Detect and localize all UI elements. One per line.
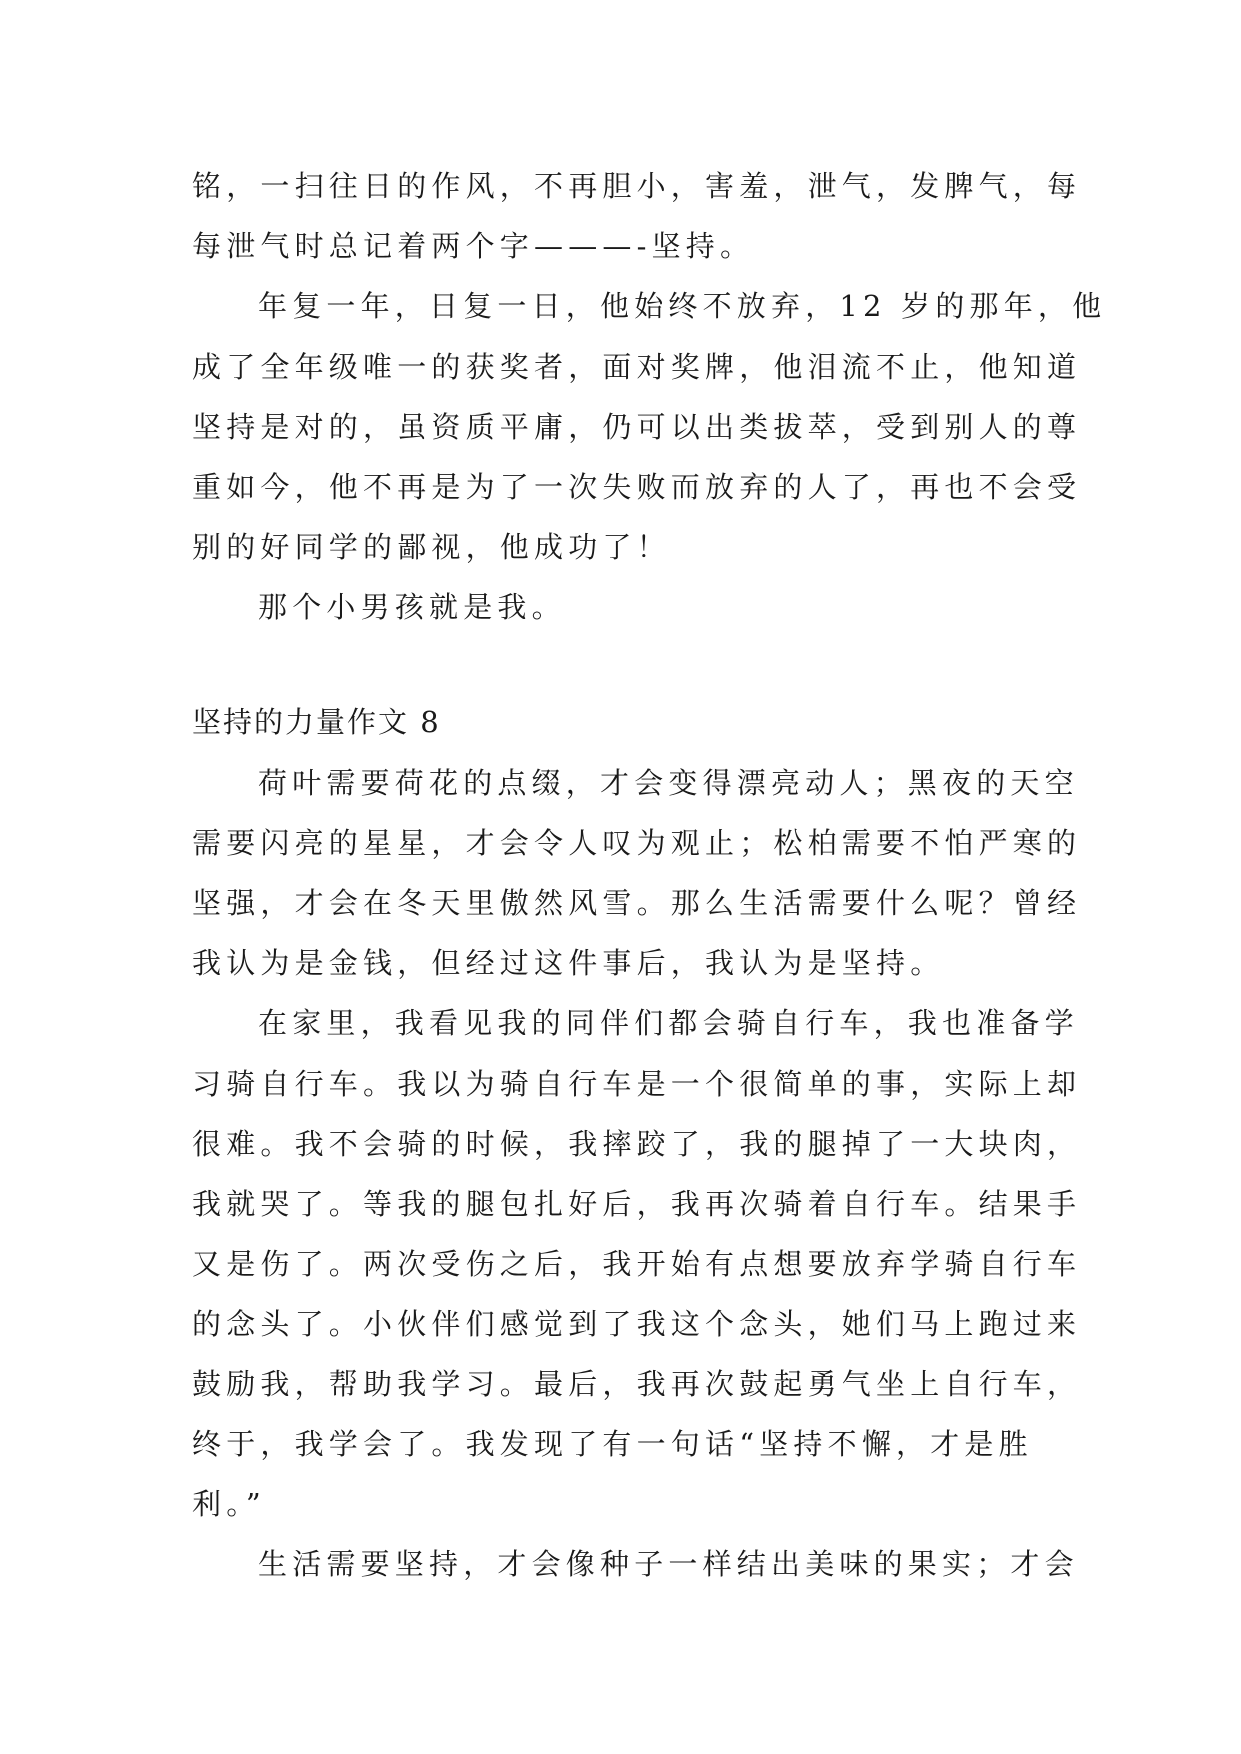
text-line: 别的好同学的鄙视，他成功了！ (192, 530, 671, 564)
text-line: 我认为是金钱，但经过这件事后，我认为是坚持。 (192, 946, 945, 980)
paragraph-first-line: 年复一年，日复一日，他始终不放弃，12 岁的那年，他 (258, 289, 1107, 323)
text-line: 终于，我学会了。我发现了有一句话“坚持不懈，才是胜 (192, 1427, 1033, 1461)
text-line: 坚强，才会在冬天里傲然风雪。那么生活需要什么呢？曾经 (192, 886, 1082, 920)
text-line: 的念头了。小伙伴们感觉到了我这个念头，她们马上跑过来 (192, 1307, 1082, 1341)
paragraph-first-line: 那个小男孩就是我。 (258, 590, 566, 624)
text-line: 需要闪亮的星星，才会令人叹为观止；松柏需要不怕严寒的 (192, 826, 1082, 860)
section-title: 坚持的力量作文 8 (192, 705, 441, 739)
paragraph-first-line: 生活需要坚持，才会像种子一样结出美味的果实；才会 (258, 1547, 1079, 1581)
paragraph-first-line: 在家里，我看见我的同伴们都会骑自行车，我也准备学 (258, 1006, 1079, 1040)
text-line: 利。” (192, 1487, 266, 1521)
text-line: 又是伤了。两次受伤之后，我开始有点想要放弃学骑自行车 (192, 1247, 1082, 1281)
text-line: 成了全年级唯一的获奖者，面对奖牌，他泪流不止，他知道 (192, 350, 1082, 384)
text-line: 很难。我不会骑的时候，我摔跤了，我的腿掉了一大块肉， (192, 1127, 1082, 1161)
text-line: 重如今，他不再是为了一次失败而放弃的人了，再也不会受 (192, 470, 1082, 504)
text-line: 坚持是对的，虽资质平庸，仍可以出类拔萃，受到别人的尊 (192, 410, 1082, 444)
text-line: 习骑自行车。我以为骑自行车是一个很简单的事，实际上却 (192, 1067, 1082, 1101)
paragraph-first-line: 荷叶需要荷花的点缀，才会变得漂亮动人；黑夜的天空 (258, 766, 1079, 800)
text-line: 每泄气时总记着两个字———-坚持。 (192, 229, 755, 263)
text-line: 铭，一扫往日的作风，不再胆小，害羞，泄气，发脾气，每 (192, 169, 1082, 203)
text-line: 鼓励我，帮助我学习。最后，我再次鼓起勇气坐上自行车， (192, 1367, 1082, 1401)
text-line: 我就哭了。等我的腿包扎好后，我再次骑着自行车。结果手 (192, 1187, 1082, 1221)
